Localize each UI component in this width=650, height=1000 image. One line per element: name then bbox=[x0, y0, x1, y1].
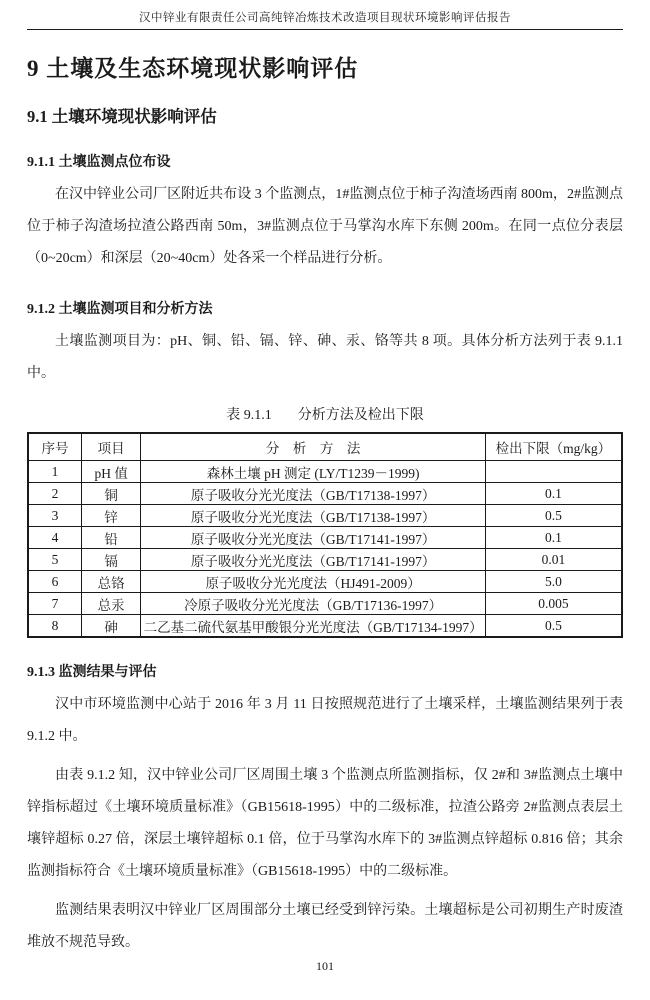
table-cell: 镉 bbox=[81, 549, 140, 571]
paragraph-sampling-info: 汉中市环境监测中心站于 2016 年 3 月 11 日按照规范进行了土壤采样，土壤监测结果列于表 9.1.2 中。 bbox=[27, 697, 623, 744]
paragraph-monitoring-points: 在汉中锌业公司厂区附近共布设 3 个监测点，1#监测点位于柿子沟渣场西南 800m，2#监测点位于柿子沟渣场拉渣公路西南 50m，3#监测点位于马掌沟水库下东侧 200m。在同一点位分表层（0~20cm）和深层（20~40cm）处各采一个样品进行分析。 bbox=[27, 187, 623, 266]
table-cell: 森林土壤 pH 测定 (LY/T1239－1999) bbox=[141, 461, 486, 483]
table-cell: 3 bbox=[28, 505, 81, 527]
sub-heading-9-1-2: 9.1.2 土壤监测项目和分析方法 bbox=[27, 302, 213, 317]
table-row bbox=[28, 527, 622, 549]
table-cell: 锌 bbox=[81, 505, 140, 527]
table-cell: 0.5 bbox=[485, 505, 622, 527]
table-cell: 0.01 bbox=[485, 549, 622, 571]
table-caption-label: 表 9.1.1 bbox=[226, 408, 272, 423]
table-cell: 砷 bbox=[81, 615, 140, 638]
table-cell: 5 bbox=[28, 549, 81, 571]
table-cell: 原子吸收分光光度法（GB/T17141-1997） bbox=[141, 549, 486, 571]
table-cell: 原子吸收分光光度法（GB/T17138-1997） bbox=[141, 505, 486, 527]
table-cell: 5.0 bbox=[485, 571, 622, 593]
table-cell: 原子吸收分光光度法（HJ491-2009） bbox=[141, 571, 486, 593]
table-cell bbox=[485, 461, 622, 483]
table-row bbox=[28, 615, 622, 638]
column-header-index: 序号 bbox=[28, 433, 81, 461]
table-cell: 铅 bbox=[81, 527, 140, 549]
table-cell: 铜 bbox=[81, 483, 140, 505]
paragraph-results-analysis: 由表 9.1.2 知，汉中锌业公司厂区周围土壤 3 个监测点所监测指标，仅 2#和 3#监测点土壤中锌指标超过《土壤环境质量标准》（GB15618-1995）中的二级标准，拉渣公路旁 2#监测点表层土壤锌超标 0.27 倍，深层土壤锌超标 0.1 倍，位于马掌沟水库下的 3#监测点锌超标 0.816 倍；其余监测指标符合《土壤环境质量标准》（GB15618-1995）中的二级标准。 bbox=[27, 768, 623, 879]
table-cell: 0.1 bbox=[485, 527, 622, 549]
sub-heading-9-1-1: 9.1.1 土壤监测点位布设 bbox=[27, 155, 171, 170]
table-row bbox=[28, 593, 622, 615]
table-cell: 二乙基二硫代氨基甲酸银分光光度法（GB/T17134-1997） bbox=[141, 615, 486, 638]
paragraph-conclusion: 监测结果表明汉中锌业厂区周围部分土壤已经受到锌污染。土壤超标是公司初期生产时废渣堆放不规范导致。 bbox=[27, 903, 623, 950]
column-header-method: 分 析 方 法 bbox=[141, 433, 486, 461]
chapter-title: 9 土壤及生态环境现状影响评估 bbox=[27, 56, 359, 81]
table-cell: 0.5 bbox=[485, 615, 622, 638]
sub-heading-9-1-3: 9.1.3 监测结果与评估 bbox=[27, 665, 157, 680]
table-cell: 原子吸收分光光度法（GB/T17141-1997） bbox=[141, 527, 486, 549]
table-cell: 4 bbox=[28, 527, 81, 549]
running-header: 汉中锌业有限责任公司高纯锌冶炼技术改造项目现状环境影响评估报告 bbox=[139, 12, 511, 24]
table-caption bbox=[27, 404, 623, 424]
table-row bbox=[28, 571, 622, 593]
paragraph-monitoring-items: 土壤监测项目为：pH、铜、铅、镉、锌、砷、汞、铬等共 8 项。具体分析方法列于表 9.1.1 中。 bbox=[27, 334, 623, 381]
table-header-row bbox=[28, 433, 622, 461]
section-heading-9-1: 9.1 土壤环境现状影响评估 bbox=[27, 107, 217, 126]
table-caption-text: 分析方法及检出下限 bbox=[297, 408, 424, 423]
table-cell: 8 bbox=[28, 615, 81, 638]
table-cell: 冷原子吸收分光光度法（GB/T17136-1997） bbox=[141, 593, 486, 615]
table-row bbox=[28, 505, 622, 527]
table-row bbox=[28, 483, 622, 505]
table-cell: 0.1 bbox=[485, 483, 622, 505]
column-header-detection-limit: 检出下限（mg/kg） bbox=[485, 433, 622, 461]
analysis-methods-table bbox=[27, 432, 623, 638]
page-content bbox=[27, 53, 623, 959]
table-cell: 总铬 bbox=[81, 571, 140, 593]
table-cell: pH 值 bbox=[81, 461, 140, 483]
table-cell: 总汞 bbox=[81, 593, 140, 615]
table-cell: 原子吸收分光光度法（GB/T17138-1997） bbox=[141, 483, 486, 505]
table-cell: 6 bbox=[28, 571, 81, 593]
header-divider bbox=[27, 29, 623, 30]
table-cell: 7 bbox=[28, 593, 81, 615]
column-header-item: 项目 bbox=[81, 433, 140, 461]
analysis-table-body bbox=[28, 461, 622, 638]
page-number: 101 bbox=[316, 959, 334, 973]
table-cell: 1 bbox=[28, 461, 81, 483]
table-cell: 0.005 bbox=[485, 593, 622, 615]
table-cell: 2 bbox=[28, 483, 81, 505]
table-row bbox=[28, 549, 622, 571]
table-row bbox=[28, 461, 622, 483]
